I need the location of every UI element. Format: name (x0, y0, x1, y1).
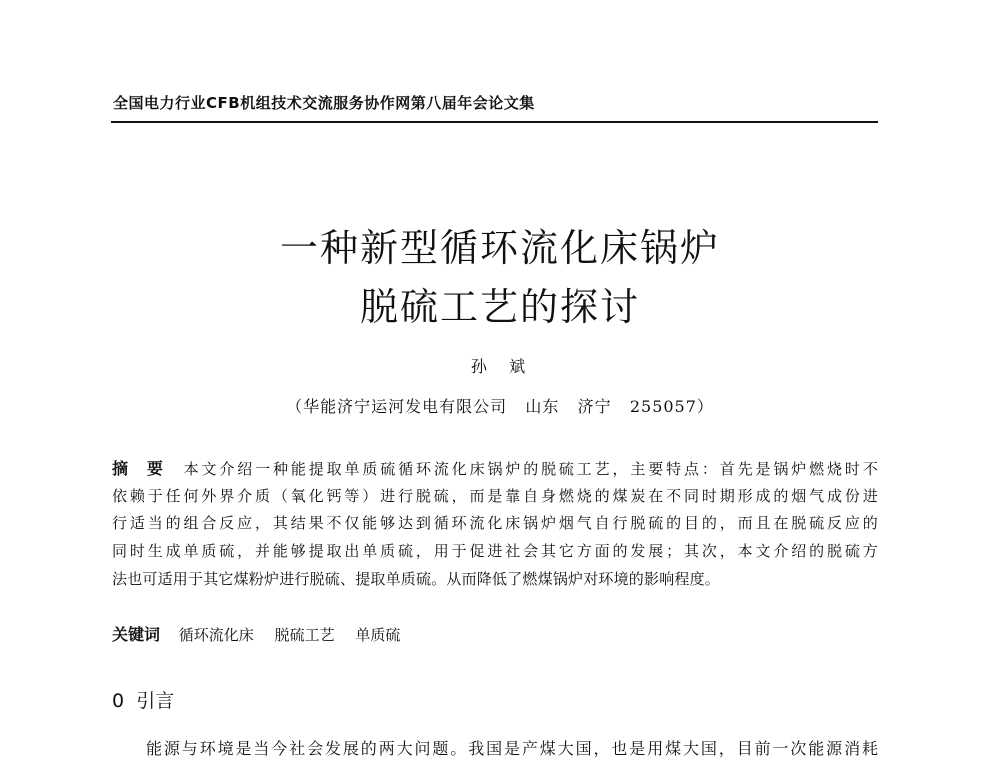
keywords-label: 关键词 (112, 625, 161, 644)
title-line-2: 脱硫工艺的探讨 (359, 285, 640, 329)
keywords (112, 622, 416, 645)
abstract-line: 依赖于任何外界介质（氧化钙等）进行脱硫，而是靠自身燃烧的煤炭在不同时期形成的烟气成份进 (112, 486, 878, 505)
body-paragraph-line: 能源与环境是当今社会发展的两大问题。我国是产煤大国，也是用煤大国，目前一次能源消耗 (146, 739, 878, 758)
section-number: 0 (112, 690, 125, 712)
abstract-line: 行适当的组合反应，其结果不仅能够达到循环流化床锅炉烟气自行脱硫的目的，而且在脱硫反应的 (112, 514, 878, 533)
author: 孙 斌 (470, 357, 530, 376)
keyword: 循环流化床 (178, 626, 254, 644)
title-line-1: 一种新型循环流化床锅炉 (279, 226, 720, 270)
abstract (112, 455, 878, 593)
abstract-line: 法也可适用于其它煤粉炉进行脱硫、提取单质硫。从而降低了燃煤锅炉对环境的影响程度。 (112, 569, 721, 588)
abstract-line: 同时生成单质硫，并能够提取出单质硫，用于促进社会其它方面的发展；其次，本文介绍的脱硫方 (112, 542, 878, 561)
abstract-text: 本文介绍一种能提取单质硫循环流化床锅炉的脱硫工艺，主要特点：首先是锅炉燃烧时不 (183, 460, 878, 478)
keyword: 单质硫 (355, 626, 401, 644)
running-header: 全国电力行业CFB机组技术交流服务协作网第八届年会论文集 (113, 94, 535, 112)
abstract-line (112, 455, 878, 483)
affiliation: （华能济宁运河发电有限公司 山东 济宁 255057） (286, 397, 714, 416)
section-heading (112, 686, 174, 713)
header-rule (111, 121, 878, 123)
abstract-label: 摘 要 (112, 459, 170, 478)
section-title: 引言 (136, 690, 175, 712)
keyword: 脱硫工艺 (274, 626, 335, 644)
